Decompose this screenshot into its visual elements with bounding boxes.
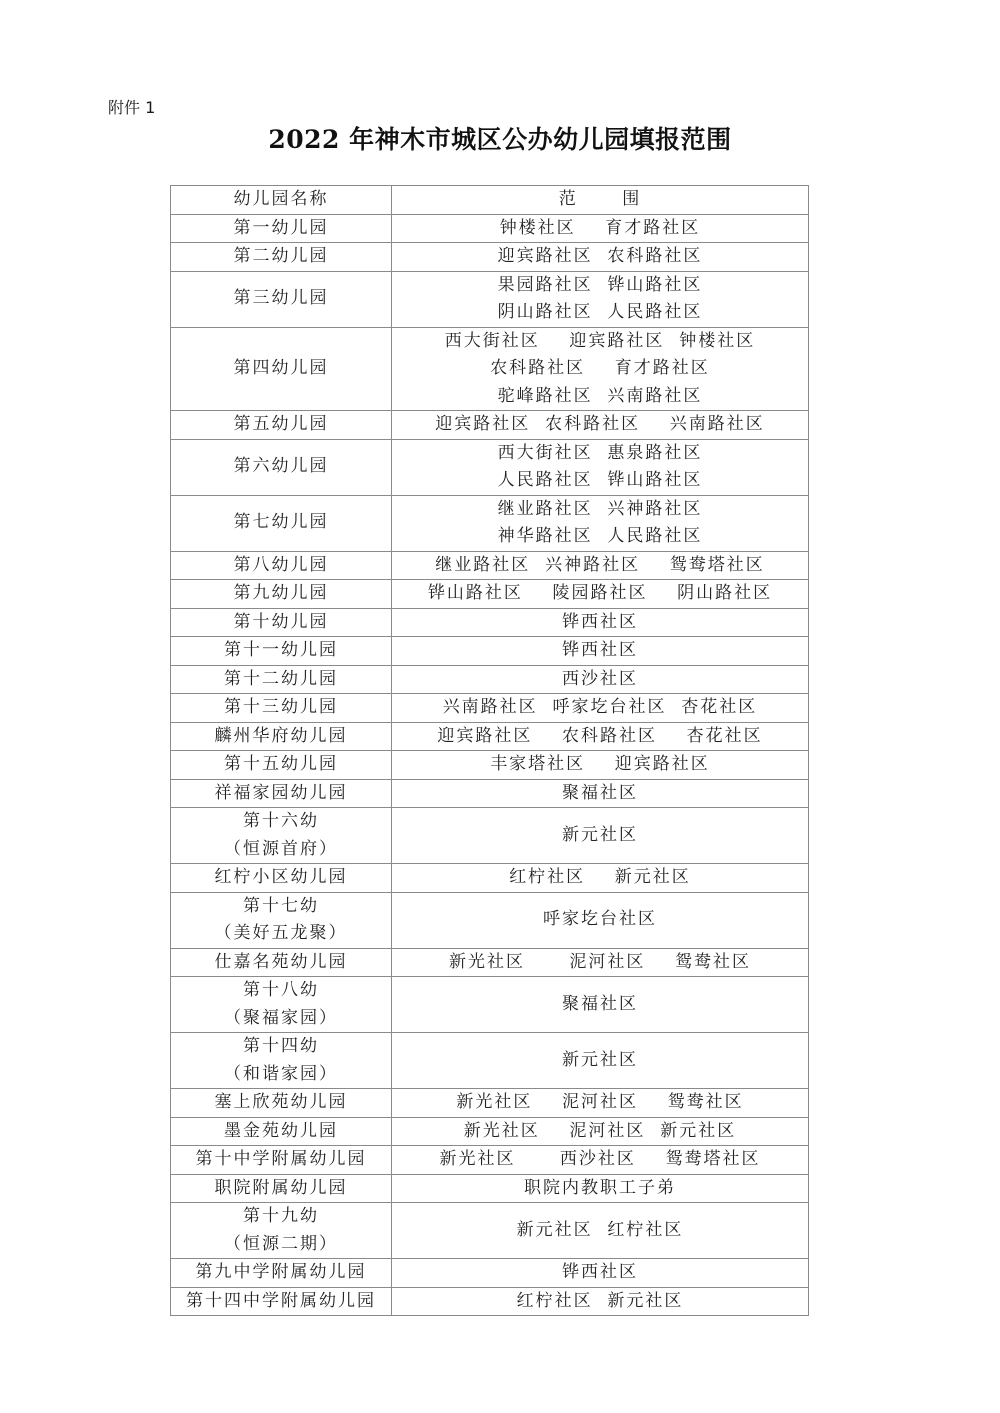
kindergarten-name: 第一幼儿园 (233, 217, 329, 238)
kindergarten-name: 职院附属幼儿园 (214, 1177, 348, 1198)
kindergarten-name: 第二幼儿园 (233, 246, 329, 266)
scope-cell (392, 439, 809, 495)
kindergarten-name-cell (171, 637, 392, 666)
table-row (171, 948, 809, 977)
community-scope: 铧山路社区 陵园路社区 阴山路社区 (427, 583, 773, 603)
table-row (171, 327, 809, 411)
community-scope: 聚福社区 (562, 993, 638, 1014)
scope-cell (392, 751, 809, 780)
scope-cell (392, 1089, 809, 1118)
kindergarten-name-cell (171, 327, 392, 411)
community-scope: 新光社区 西沙社区 鸳鸯塔社区 (439, 1149, 761, 1169)
table-row (171, 243, 809, 272)
kindergarten-name: 塞上欣苑幼儿园 (214, 1092, 348, 1112)
kindergarten-name-cell (171, 495, 392, 551)
kindergarten-name: 第十六幼 (243, 811, 319, 831)
table-row (171, 977, 809, 1033)
kindergarten-name: （美好五龙聚） (214, 923, 348, 943)
community-scope: 职院内教职工子弟 (524, 1177, 676, 1198)
kindergarten-name-cell (171, 694, 392, 723)
kindergarten-name: 第七幼儿园 (233, 512, 329, 533)
table-row (171, 1117, 809, 1146)
kindergarten-name-cell (171, 1033, 392, 1089)
kindergarten-name-cell (171, 1203, 392, 1259)
scope-cell (392, 1174, 809, 1203)
kindergarten-name: 第十三幼儿园 (224, 697, 338, 717)
scope-cell (392, 665, 809, 694)
scope-cell (392, 1117, 809, 1146)
kindergarten-name: 第十四中学附属幼儿园 (186, 1290, 376, 1311)
table-row (171, 214, 809, 243)
kindergarten-name-cell (171, 271, 392, 327)
kindergarten-name-cell (171, 411, 392, 440)
kindergarten-name: 第三幼儿园 (233, 288, 329, 309)
kindergarten-name: 第五幼儿园 (233, 414, 329, 434)
scope-cell (392, 892, 809, 948)
scope-cell (392, 271, 809, 327)
kindergarten-name: 麟州华府幼儿园 (214, 725, 348, 746)
scope-cell (392, 1259, 809, 1288)
community-scope: 呼家圪台社区 (543, 909, 657, 930)
kindergarten-name: 第十二幼儿园 (224, 668, 338, 689)
table-row (171, 665, 809, 694)
scope-cell (392, 722, 809, 751)
kindergarten-name: 第十幼儿园 (233, 611, 329, 632)
table-row (171, 864, 809, 893)
community-scope: 钟楼社区 育才路社区 (499, 217, 701, 238)
kindergarten-name-cell (171, 779, 392, 808)
community-scope: 西大街社区 惠泉路社区 (497, 442, 703, 463)
kindergarten-name: 第六幼儿园 (233, 456, 329, 477)
kindergarten-name: 第十九幼 (243, 1206, 319, 1226)
community-scope: 新光社区 泥河社区 新元社区 (463, 1120, 737, 1141)
scope-cell (392, 1287, 809, 1316)
kindergarten-name: （恒源首府） (224, 838, 338, 859)
scope-cell (392, 495, 809, 551)
table-row (171, 411, 809, 440)
table-row (171, 608, 809, 637)
table-row (171, 1146, 809, 1175)
community-scope: 西大街社区 迎宾路社区 钟楼社区 (444, 330, 756, 351)
kindergarten-name-cell (171, 214, 392, 243)
kindergarten-name: 第十七幼 (243, 895, 319, 916)
table-row (171, 808, 809, 864)
kindergarten-name-cell (171, 864, 392, 893)
kindergarten-name: 第十五幼儿园 (224, 754, 338, 774)
community-scope: 兴南路社区 呼家圪台社区 杏花社区 (442, 697, 758, 717)
kindergarten-name: （和谐家园） (224, 1063, 338, 1084)
kindergarten-name: 第十中学附属幼儿园 (195, 1149, 367, 1169)
kindergarten-name: 第九中学附属幼儿园 (195, 1262, 367, 1282)
community-scope: 丰家塔社区 迎宾路社区 (490, 754, 710, 774)
table-row (171, 694, 809, 723)
community-scope: 驼峰路社区 兴南路社区 (497, 385, 703, 406)
scope-cell (392, 1033, 809, 1089)
kindergarten-name: 祥福家园幼儿园 (214, 782, 348, 803)
community-scope: 铧西社区 (562, 1262, 638, 1282)
community-scope: 迎宾路社区 农科路社区 兴南路社区 (435, 414, 765, 434)
table-row (171, 722, 809, 751)
kindergarten-name-cell (171, 1259, 392, 1288)
scope-cell (392, 243, 809, 272)
kindergarten-name-cell (171, 439, 392, 495)
kindergarten-scope-table (170, 185, 809, 1316)
community-scope: 新元社区 红柠社区 (516, 1219, 684, 1240)
scope-cell (392, 779, 809, 808)
community-scope: 聚福社区 (562, 782, 638, 803)
community-scope: 新光社区 泥河社区 鸳鸯社区 (456, 1092, 744, 1112)
scope-cell (392, 411, 809, 440)
community-scope: 新元社区 (562, 1049, 638, 1070)
table-row (171, 1174, 809, 1203)
scope-cell (392, 948, 809, 977)
kindergarten-name: 第九幼儿园 (233, 583, 329, 603)
scope-cell (392, 214, 809, 243)
kindergarten-name: 第四幼儿园 (233, 358, 329, 378)
table-header-row (171, 186, 809, 215)
kindergarten-name-cell (171, 580, 392, 609)
table-row (171, 637, 809, 666)
scope-cell (392, 551, 809, 580)
kindergarten-name-cell (171, 977, 392, 1033)
community-scope: 农科路社区 育才路社区 (490, 358, 710, 378)
table-row (171, 779, 809, 808)
kindergarten-name-cell (171, 1287, 392, 1316)
scope-cell (392, 808, 809, 864)
kindergarten-name-cell (171, 608, 392, 637)
kindergarten-name-cell (171, 1146, 392, 1175)
kindergarten-name-cell (171, 751, 392, 780)
community-scope: 铧西社区 (562, 611, 638, 632)
scope-cell (392, 327, 809, 411)
scope-cell (392, 694, 809, 723)
community-scope: 继业路社区 兴神路社区 (497, 498, 703, 519)
kindergarten-name-cell (171, 722, 392, 751)
scope-cell (392, 637, 809, 666)
scope-cell (392, 1203, 809, 1259)
kindergarten-name: 第十八幼 (243, 980, 319, 1000)
table-row (171, 580, 809, 609)
table-row (171, 751, 809, 780)
kindergarten-name: （聚福家园） (224, 1007, 338, 1028)
kindergarten-name-cell (171, 1089, 392, 1118)
kindergarten-name: 红柠小区幼儿园 (214, 867, 348, 887)
table-row (171, 1089, 809, 1118)
community-scope: 人民路社区 铧山路社区 (497, 470, 703, 490)
community-scope: 神华路社区 人民路社区 (497, 526, 703, 546)
kindergarten-name: 仕嘉名苑幼儿园 (214, 951, 348, 972)
table-row (171, 1259, 809, 1288)
scope-cell (392, 864, 809, 893)
community-scope: 继业路社区 兴神路社区 鸳鸯塔社区 (435, 554, 765, 575)
community-scope: 西沙社区 (562, 668, 638, 689)
attachment-label: 附件 1 (108, 98, 156, 117)
column-header-name: 幼儿园名称 (171, 186, 392, 215)
community-scope: 红柠社区 新元社区 (516, 1290, 684, 1311)
scope-cell (392, 1146, 809, 1175)
kindergarten-name: 第十四幼 (243, 1036, 319, 1056)
kindergarten-name: 第八幼儿园 (233, 554, 329, 575)
table-row (171, 495, 809, 551)
kindergarten-name: 墨金苑幼儿园 (224, 1120, 338, 1141)
kindergarten-name: 第十一幼儿园 (224, 640, 338, 660)
scope-cell (392, 580, 809, 609)
table-row (171, 551, 809, 580)
community-scope: 新元社区 (562, 824, 638, 845)
table-row (171, 271, 809, 327)
table-row (171, 1203, 809, 1259)
kindergarten-name-cell (171, 948, 392, 977)
table-row (171, 1287, 809, 1316)
document-title: 2022 年神木市城区公办幼儿园填报范围 (268, 125, 732, 154)
table-body (171, 214, 809, 1316)
community-scope: 迎宾路社区 农科路社区 (497, 246, 703, 266)
community-scope: 新光社区 泥河社区 鸳鸯社区 (448, 951, 752, 972)
kindergarten-name-cell (171, 551, 392, 580)
community-scope: 迎宾路社区 农科路社区 杏花社区 (437, 725, 763, 746)
table-row (171, 439, 809, 495)
table-row (171, 1033, 809, 1089)
kindergarten-name-cell (171, 243, 392, 272)
community-scope: 阴山路社区 人民路社区 (497, 302, 703, 322)
community-scope: 铧西社区 (562, 640, 638, 660)
kindergarten-name-cell (171, 1174, 392, 1203)
kindergarten-name-cell (171, 892, 392, 948)
kindergarten-name-cell (171, 665, 392, 694)
kindergarten-name-cell (171, 1117, 392, 1146)
kindergarten-name-cell (171, 808, 392, 864)
scope-cell (392, 977, 809, 1033)
community-scope: 果园路社区 铧山路社区 (497, 274, 703, 295)
kindergarten-name: （恒源二期） (224, 1233, 338, 1254)
column-header-range: 范 围 (392, 186, 809, 215)
scope-cell (392, 608, 809, 637)
community-scope: 红柠社区 新元社区 (509, 867, 691, 887)
table-row (171, 892, 809, 948)
